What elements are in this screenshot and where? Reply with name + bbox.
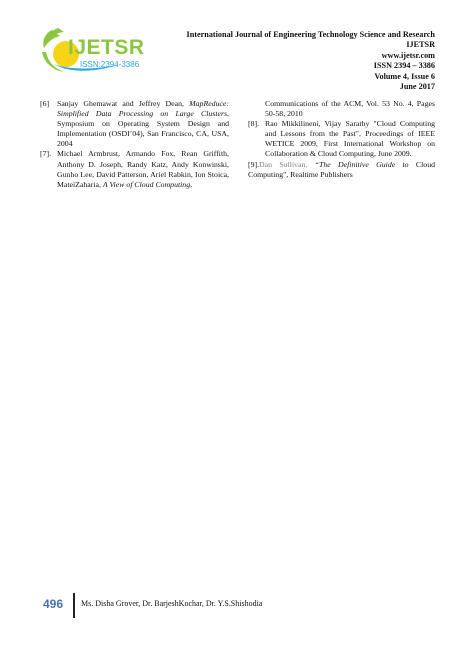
reference-number: [7]. [40,149,52,159]
reference-number: [6] [40,99,50,108]
logo-issn: ISSN:2394-3386 [80,60,140,69]
reference-8 [248,119,435,159]
footer-divider [73,593,75,618]
journal-date: June 2017 [399,82,435,92]
reference-title: “The Definitive Guide to [307,159,409,169]
journal-abbr: IJETSR [406,40,435,50]
journal-issn: ISSN 2394 – 3386 [373,61,435,71]
reference-6 [40,99,229,149]
page-footer [40,590,440,618]
journal-volume: Volume 4, Issue 6 [374,71,435,81]
reference-author: Dan Sullivan. [259,159,308,169]
reference-details: , Symposium on Operating System Design and Implementation (OSDI’04), San Francisco, CA, USA, 2004 [57,109,229,149]
reference-details: Communications of the ACM, Vol. 53 No. 4, Pages 50-58, 2010 [265,99,435,119]
journal-header [135,30,435,92]
reference-7 [40,149,229,189]
reference-details: Cloud Computing", Realtime Publishers [248,159,435,179]
logo-name: IJETSR [68,36,145,59]
reference-number: [8]. [248,119,260,129]
reference-details: , [190,179,193,189]
reference-7-continuation [248,99,435,119]
reference-authors: Michael Armbrust, Armando Fox, Rean Griffith, Anthony D. Joseph, Randy Katz, Andy Konwinski, Gunho Lee, David Patterson, Ariel Rabkin, Ion Stoica, MateiZaharia, [57,149,229,189]
journal-title: International Journal of Engineering Technology Science and Research [186,30,435,39]
journal-website: www.ijetsr.com [381,50,435,60]
references-right-column [248,99,435,180]
references-left-column [40,99,229,190]
reference-title: MapReduce: Simplified Data Processing on Large Clusters [57,99,229,119]
page-number: 496 [43,597,64,611]
reference-title: A View of Cloud Computing [102,179,191,189]
reference-9 [248,160,435,180]
footer-authors: Ms. Disha Grover, Dr. BarjeshKochar, Dr. Y.S.Shishodia [81,599,263,608]
reference-number: [9]. [248,159,260,169]
reference-text: Rao Mikkilineni, Vijay Sarathy "Cloud Computing and Lessons from the Past", Proceedings of IEEE WETICE 2009, First International Workshop on Collaboration & Cloud Computing, June 2009. [265,119,435,159]
reference-authors: Sanjay Ghemawat and Jeffrey Dean, [57,99,190,108]
